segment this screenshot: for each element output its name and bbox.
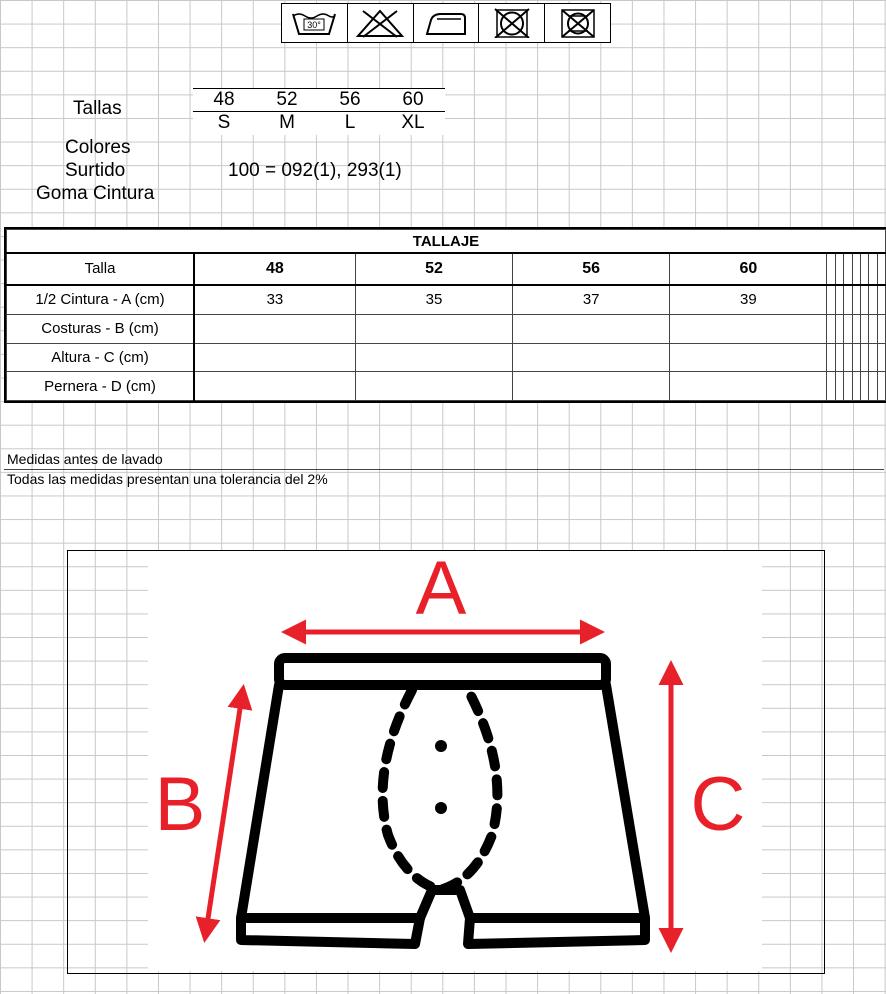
size-num-4: 60	[402, 89, 424, 110]
label-c: C	[690, 762, 746, 847]
cell: 33	[194, 285, 355, 315]
note-before-wash: Medidas antes de lavado	[7, 451, 163, 467]
size-num-2: 52	[276, 89, 298, 110]
wash-temp-label: 30°	[307, 20, 322, 30]
colores-label: Colores	[65, 137, 131, 158]
size-letter-4: XL	[401, 112, 425, 133]
size-num-1: 48	[213, 89, 235, 110]
row-label-talla: Talla	[7, 253, 195, 285]
size-letter-2: M	[279, 112, 295, 133]
row-label-pernera: Pernera - D (cm)	[7, 372, 195, 401]
cell: 37	[513, 285, 670, 315]
label-b: B	[154, 762, 206, 847]
surtido-label: Surtido	[65, 160, 126, 181]
size-letter-3: L	[344, 112, 356, 133]
cell: 35	[355, 285, 512, 315]
cell: 48	[194, 253, 355, 285]
tallaje-title: TALLAJE	[7, 230, 886, 254]
note-tolerance: Todas las medidas presentan una tolerancia del 2%	[7, 471, 328, 487]
label-a: A	[415, 546, 467, 631]
seam-dot-top	[435, 740, 447, 752]
cell: 52	[355, 253, 512, 285]
row-label-cintura: 1/2 Cintura - A (cm)	[7, 285, 195, 315]
surtido-value: 100 = 092(1), 293(1)	[228, 160, 402, 181]
row-label-altura: Altura - C (cm)	[7, 343, 195, 372]
size-num-3: 56	[339, 89, 361, 110]
cell: 56	[513, 253, 670, 285]
row-label-costuras: Costuras - B (cm)	[7, 314, 195, 343]
seam-dot-bottom	[435, 802, 447, 814]
tallas-label: Tallas	[73, 98, 122, 119]
arrow-b	[205, 689, 243, 938]
cell: 39	[670, 285, 827, 315]
size-letter-1: S	[217, 112, 231, 133]
goma-cintura-label: Goma Cintura	[36, 183, 155, 204]
cell: 60	[670, 253, 827, 285]
boxer-outline-icon	[241, 658, 645, 944]
